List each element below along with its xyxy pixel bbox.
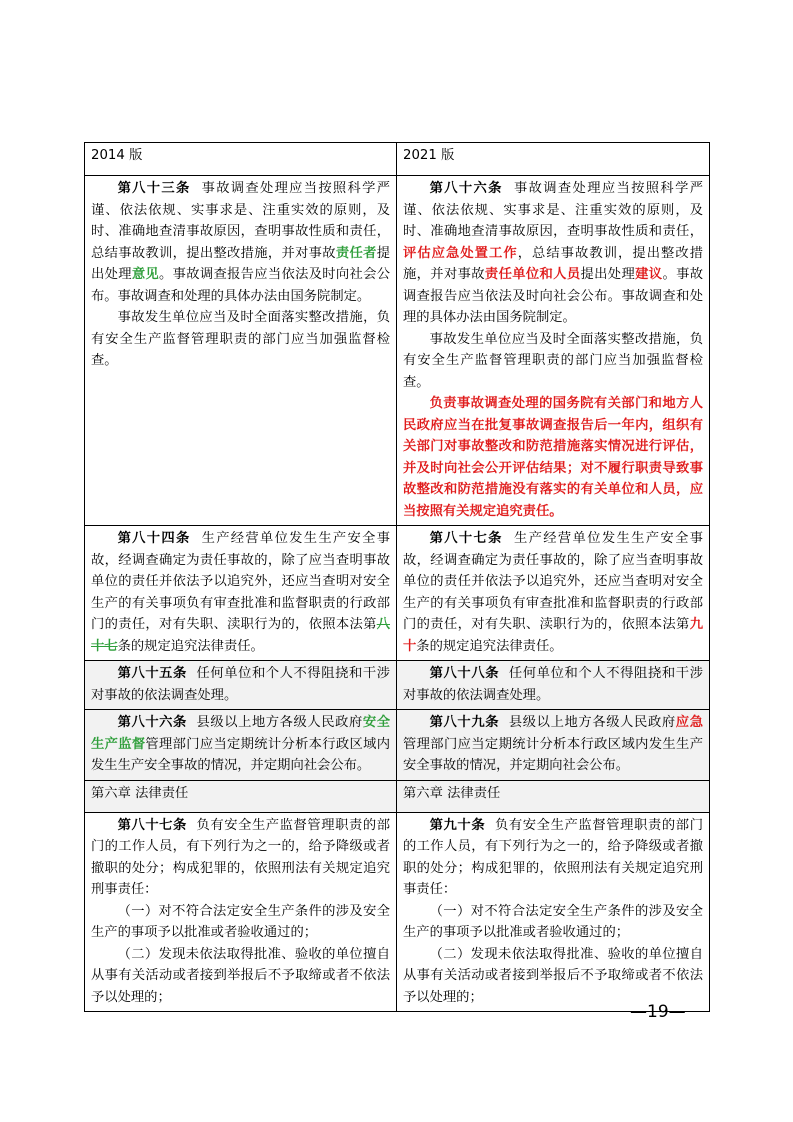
article-text: 生产经营单位发生生产安全事故，经调查确定为责任事故的，除了应当查明事故单位的责任并依法予以追究外，还应当查明对安全生产的有关事项负有审查批准和监督职责的行政部门的责任，对有失职、渎职行为的，依照本法第	[91, 531, 391, 632]
paragraph: （一）对不符合法定安全生产条件的涉及安全生产的事项予以批准或者验收通过的；	[91, 903, 390, 940]
article-text: 事故调查处理应当按照科学严谨、依法依规、实事求是、注重实效的原则，及时、准确地查清事故原因，查明事故性质和责任，总结事故教训，提出整改措施，并对事故	[91, 181, 391, 261]
article-text: 任何单位和个人不得阻挠和干涉对事故的依法调查处理。	[403, 666, 703, 703]
cell-2021-art89	[397, 710, 710, 781]
header-row	[85, 143, 710, 176]
cell-2014-art86	[85, 710, 397, 781]
table-row	[85, 710, 710, 781]
cell-2014-art85	[85, 661, 397, 710]
article-text: 管理部门应当定期统计分析本行政区域内发生生产安全事故的情况，并定期向社会公布。	[91, 736, 391, 773]
paragraph	[403, 663, 703, 706]
article-text: 。事故调查报告应当依法及时向社会公布。事故调查和处理的具体办法由国务院制定。	[403, 267, 704, 325]
table-row	[85, 661, 710, 710]
paragraph: （二）发现未依法取得批准、验收的单位擅自从事有关活动或者接到举报后不予取缔或者不依法予以处理的；	[403, 946, 703, 1005]
paragraph	[403, 815, 703, 901]
article-text: 条的规定追究法律责任。	[416, 638, 563, 654]
article-number: 第八十九条	[429, 715, 500, 730]
article-text: 条的规定追究法律责任。	[117, 638, 264, 654]
paragraph: （二）发现未依法取得批准、验收的单位擅自从事有关活动或者接到举报后不予取缔或者不依法予以处理的；	[91, 946, 390, 1005]
paragraph	[91, 712, 390, 777]
page-number: —19—	[630, 1002, 686, 1022]
paragraph	[403, 528, 703, 657]
article-text: 。事故调查报告应当依法及时向社会公布。事故调查和处理的具体办法由国务院制定。	[91, 267, 391, 304]
article-number: 第八十六条	[429, 181, 503, 196]
cell-2014-art87	[85, 812, 397, 1012]
cell-2014-art83	[85, 176, 397, 526]
article-number: 第八十六条	[117, 715, 187, 730]
cell-2021-art88	[397, 661, 710, 710]
article-text: 任何单位和个人不得阻挠和干涉对事故的依法调查处理。	[91, 666, 390, 703]
article-text: 县级以上地方各级人民政府	[196, 715, 363, 730]
chapter-row	[85, 780, 710, 812]
article-number: 第八十八条	[429, 666, 500, 681]
cell-2021-art87	[397, 526, 710, 661]
article-number: 第八十七条	[117, 817, 187, 833]
article-number: 第八十三条	[117, 181, 191, 196]
article-text: 负有安全生产监督管理职责的部门的工作人员，有下列行为之一的，给予降级或者撤职的处分；构成犯罪的，依照刑法有关规定追究刑事责任：	[91, 817, 390, 897]
article-number: 第九十条	[429, 817, 486, 833]
paragraph: 事故发生单位应当及时全面落实整改措施，负有安全生产监督管理职责的部门应当加强监督检查。	[403, 331, 703, 390]
article-text: 负有安全生产监督管理职责的部门的工作人员，有下列行为之一的，给予降级或者撤职的处分；构成犯罪的，依照刑法有关规定追究刑事责任：	[403, 817, 703, 897]
article-number: 第八十四条	[117, 531, 191, 546]
paragraph	[403, 712, 703, 777]
article-text: 管理部门应当定期统计分析本行政区域内发生生产安全事故的情况，并定期向社会公布。	[403, 736, 703, 773]
comparison-table	[84, 142, 710, 1012]
inserted-text: 九十	[403, 617, 703, 654]
paragraph	[91, 815, 390, 901]
cell-2014-art84	[85, 526, 397, 661]
header-2014: 2014 版	[85, 143, 397, 176]
table-row	[85, 176, 710, 526]
paragraph	[403, 178, 703, 329]
article-text: 生产经营单位发生生产安全事故，经调查确定为责任事故的，除了应当查明事故单位的责任并依法予以追究外，还应当查明对安全生产的有关事项负有审查批准和监督职责的行政部门的责任，对有失职、渎职行为的，依照本法第	[403, 531, 704, 632]
paragraph	[91, 528, 390, 657]
deleted-text: 安全生产监督	[91, 715, 391, 752]
article-number: 第八十五条	[117, 666, 187, 681]
table-row	[85, 812, 710, 1012]
deleted-text: 意见	[131, 267, 160, 282]
paragraph: （一）对不符合法定安全生产条件的涉及安全生产的事项予以批准或者验收通过的；	[403, 903, 703, 940]
inserted-text: 应急	[675, 715, 704, 730]
paragraph	[91, 178, 390, 307]
table-row	[85, 526, 710, 661]
paragraph	[91, 663, 390, 706]
chapter-heading-2021: 第六章 法律责任	[397, 780, 710, 812]
article-text: 提出处理	[91, 245, 391, 282]
inserted-text: 责任单位和人员	[484, 267, 581, 282]
chapter-heading-2014: 第六章 法律责任	[85, 780, 397, 812]
deleted-text: 八十七	[91, 617, 390, 654]
inserted-text: 评估应急处置工作	[403, 245, 518, 261]
article-number: 第八十七条	[429, 531, 503, 546]
article-text: ，总结事故教训，提出整改措施，并对事故	[403, 245, 704, 282]
inserted-text: 建议	[635, 267, 663, 282]
article-text: 事故调查处理应当按照科学严谨、依法依规、实事求是、注重实效的原则，及时、准确地查清事故原因，查明事故性质和责任，	[403, 181, 704, 239]
header-2021: 2021 版	[397, 143, 710, 176]
article-text: 县级以上地方各级人民政府	[508, 715, 676, 730]
article-text: 提出处理	[580, 267, 636, 282]
cell-2021-art86	[397, 176, 710, 526]
cell-2021-art90	[397, 812, 710, 1012]
paragraph: 事故发生单位应当及时全面落实整改措施，负有安全生产监督管理职责的部门应当加强监督检查。	[91, 310, 390, 368]
inserted-paragraph: 负责事故调查处理的国务院有关部门和地方人民政府应当在批复事故调查报告后一年内，组织有关部门对事故整改和防范措施落实情况进行评估，并及时向社会公开评估结果；对不履行职责导致事故整改和防范措施没有落实的有关单位和人员，应当按照有关规定追究责任。	[403, 396, 703, 519]
deleted-text: 责任者	[335, 245, 377, 261]
